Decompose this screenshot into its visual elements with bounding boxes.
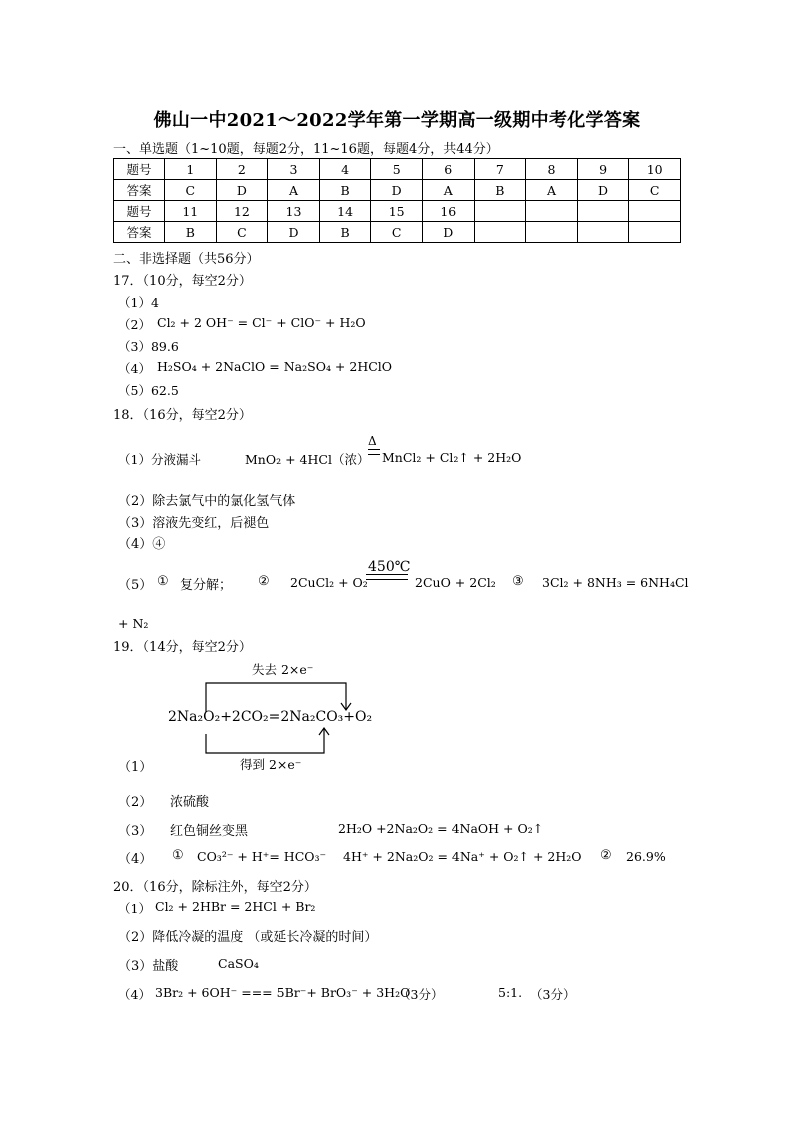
equals-sign xyxy=(368,449,380,455)
q18-answer-5-3-num: ③ xyxy=(512,574,524,589)
row-label: 题号 xyxy=(114,159,165,180)
temperature-condition: 450℃ xyxy=(368,559,411,575)
q18-answer-3: （3）溶液先变红，后褪色 xyxy=(118,516,270,531)
table-cell: C xyxy=(216,222,268,243)
table-cell: C xyxy=(629,180,681,201)
table-cell: C xyxy=(371,222,423,243)
q18-answer-5-label: （5） xyxy=(118,578,153,593)
table-cell xyxy=(629,201,681,222)
sodium-peroxide-equation: 2Na₂O₂+2CO₂=2Na₂CO₃+O₂ xyxy=(168,709,373,725)
q19-answer-3-equation: 2H₂O +2Na₂O₂ = 4NaOH + O₂↑ xyxy=(338,821,544,836)
table-cell: 7 xyxy=(474,159,526,180)
q18-answer-5-3-continued: + N₂ xyxy=(118,616,149,631)
table-cell: B xyxy=(319,180,371,201)
q19-answer-4-1-num: ① xyxy=(172,848,184,863)
table-cell: D xyxy=(268,222,320,243)
table-cell: 13 xyxy=(268,201,320,222)
q20-answer-3-b: CaSO₄ xyxy=(218,956,259,971)
table-cell: 15 xyxy=(371,201,423,222)
q20-answer-4-ratio: 5:1. xyxy=(498,985,523,1000)
q20-answer-4: 3Br₂ + 6OH⁻ === 5Br⁻+ BrO₃⁻ + 3H₂O xyxy=(155,985,411,1000)
table-cell xyxy=(474,201,526,222)
q17-answer-2: Cl₂ + 2 OH⁻ = Cl⁻ + ClO⁻ + H₂O xyxy=(157,315,366,330)
table-cell: 9 xyxy=(577,159,629,180)
q17-answer-1: （1）4 xyxy=(118,295,159,310)
table-cell xyxy=(526,222,578,243)
table-cell: 10 xyxy=(629,159,681,180)
q20-answer-3-label: （3）盐酸 xyxy=(118,959,179,974)
q18-heading: 18．（16分，每空2分） xyxy=(113,408,252,423)
q18-answer-5-2-reactants: 2CuCl₂ + O₂ xyxy=(290,575,368,590)
table-cell: 5 xyxy=(371,159,423,180)
q18-answer-1-products: MnCl₂ + Cl₂↑ + 2H₂O xyxy=(382,450,522,465)
table-cell: D xyxy=(422,222,474,243)
q19-answer-4-1: CO₃²⁻ + H⁺= HCO₃⁻ xyxy=(197,849,327,864)
q19-answer-4-2-num: ② xyxy=(600,848,612,863)
q20-answer-4-label: （4） xyxy=(118,987,151,1002)
table-cell xyxy=(629,222,681,243)
section-two-heading: 二、非选择题（共56分） xyxy=(113,252,260,267)
table-cell: B xyxy=(474,180,526,201)
row-label: 答案 xyxy=(114,222,165,243)
row-label: 答案 xyxy=(114,180,165,201)
table-cell: 16 xyxy=(422,201,474,222)
q18-answer-1-label: （1）分液漏斗 xyxy=(118,452,201,467)
table-row xyxy=(114,222,681,243)
table-cell xyxy=(577,222,629,243)
page-title: 佛山一中2021～2022学年第一学期高一级期中考化学答案 xyxy=(153,110,641,131)
q20-answer-4-ratio-score: （3分） xyxy=(530,987,576,1002)
section-one-heading: 一、单选题（1~10题，每题2分，11~16题，每题4分，共44分） xyxy=(113,142,499,157)
table-cell xyxy=(577,201,629,222)
table-cell: 4 xyxy=(319,159,371,180)
table-row xyxy=(114,201,681,222)
q18-answer-5-1-num: ① xyxy=(157,574,169,589)
q17-answer-2-label: （2） xyxy=(118,317,151,332)
electron-loss-label: 失去 2×e⁻ xyxy=(252,662,314,677)
table-cell: 12 xyxy=(216,201,268,222)
q20-answer-2: （2）降低冷凝的温度 （或延长冷凝的时间） xyxy=(118,930,378,945)
answer-table xyxy=(113,158,681,243)
q18-answer-1-reactants: MnO₂ + 4HCl（浓） xyxy=(245,452,370,467)
q19-answer-4-1-second: 4H⁺ + 2Na₂O₂ = 4Na⁺ + O₂↑ + 2H₂O xyxy=(343,849,582,864)
table-cell: 3 xyxy=(268,159,320,180)
table-cell: 8 xyxy=(526,159,578,180)
table-cell: D xyxy=(577,180,629,201)
q18-answer-5-3: 3Cl₂ + 8NH₃ = 6NH₄Cl xyxy=(542,575,689,590)
q17-answer-3: （3）89.6 xyxy=(118,339,179,354)
q19-answer-2-label: （2） xyxy=(118,795,153,810)
heat-condition: Δ xyxy=(368,434,377,448)
table-cell: B xyxy=(319,222,371,243)
q18-answer-5-2-num: ② xyxy=(258,574,270,589)
table-cell: 6 xyxy=(422,159,474,180)
equals-sign xyxy=(366,574,408,580)
row-label: 题号 xyxy=(114,201,165,222)
table-row xyxy=(114,159,681,180)
table-cell: 2 xyxy=(216,159,268,180)
q17-answer-4: H₂SO₄ + 2NaClO = Na₂SO₄ + 2HClO xyxy=(157,359,393,374)
q18-answer-5-2-products: 2CuO + 2Cl₂ xyxy=(415,575,496,590)
q19-answer-4-label: （4） xyxy=(118,852,153,867)
table-cell: A xyxy=(526,180,578,201)
q20-answer-1: Cl₂ + 2HBr = 2HCl + Br₂ xyxy=(155,899,316,914)
q17-heading: 17．（10分，每空2分） xyxy=(113,274,252,289)
electron-gain-label: 得到 2×e⁻ xyxy=(240,757,302,772)
table-cell xyxy=(474,222,526,243)
q19-heading: 19．（14分，每空2分） xyxy=(113,640,252,655)
table-cell: A xyxy=(422,180,474,201)
table-cell: A xyxy=(268,180,320,201)
q18-answer-2: （2）除去氯气中的氯化氢气体 xyxy=(118,494,296,509)
table-cell: 11 xyxy=(165,201,217,222)
q18-answer-4: （4）④ xyxy=(118,537,166,552)
table-cell: B xyxy=(165,222,217,243)
q20-answer-1-label: （1） xyxy=(118,901,151,916)
q20-heading: 20．（16分，除标注外，每空2分） xyxy=(113,880,317,895)
q19-answer-1-label: （1） xyxy=(118,760,153,775)
table-row xyxy=(114,180,681,201)
table-cell: 1 xyxy=(165,159,217,180)
table-cell xyxy=(526,201,578,222)
q20-answer-4-score: （3分） xyxy=(398,987,444,1002)
q17-answer-5: （5）62.5 xyxy=(118,383,179,398)
q19-answer-3: 红色铜丝变黑 xyxy=(170,824,249,839)
table-cell: D xyxy=(216,180,268,201)
table-cell: D xyxy=(371,180,423,201)
q19-answer-4-2: 26.9% xyxy=(626,849,666,864)
q17-answer-4-label: （4） xyxy=(118,361,151,376)
q19-answer-3-label: （3） xyxy=(118,824,153,839)
table-cell: 14 xyxy=(319,201,371,222)
q19-answer-2: 浓硫酸 xyxy=(170,795,210,810)
q18-answer-5-1: 复分解； xyxy=(180,578,233,593)
table-cell: C xyxy=(165,180,217,201)
